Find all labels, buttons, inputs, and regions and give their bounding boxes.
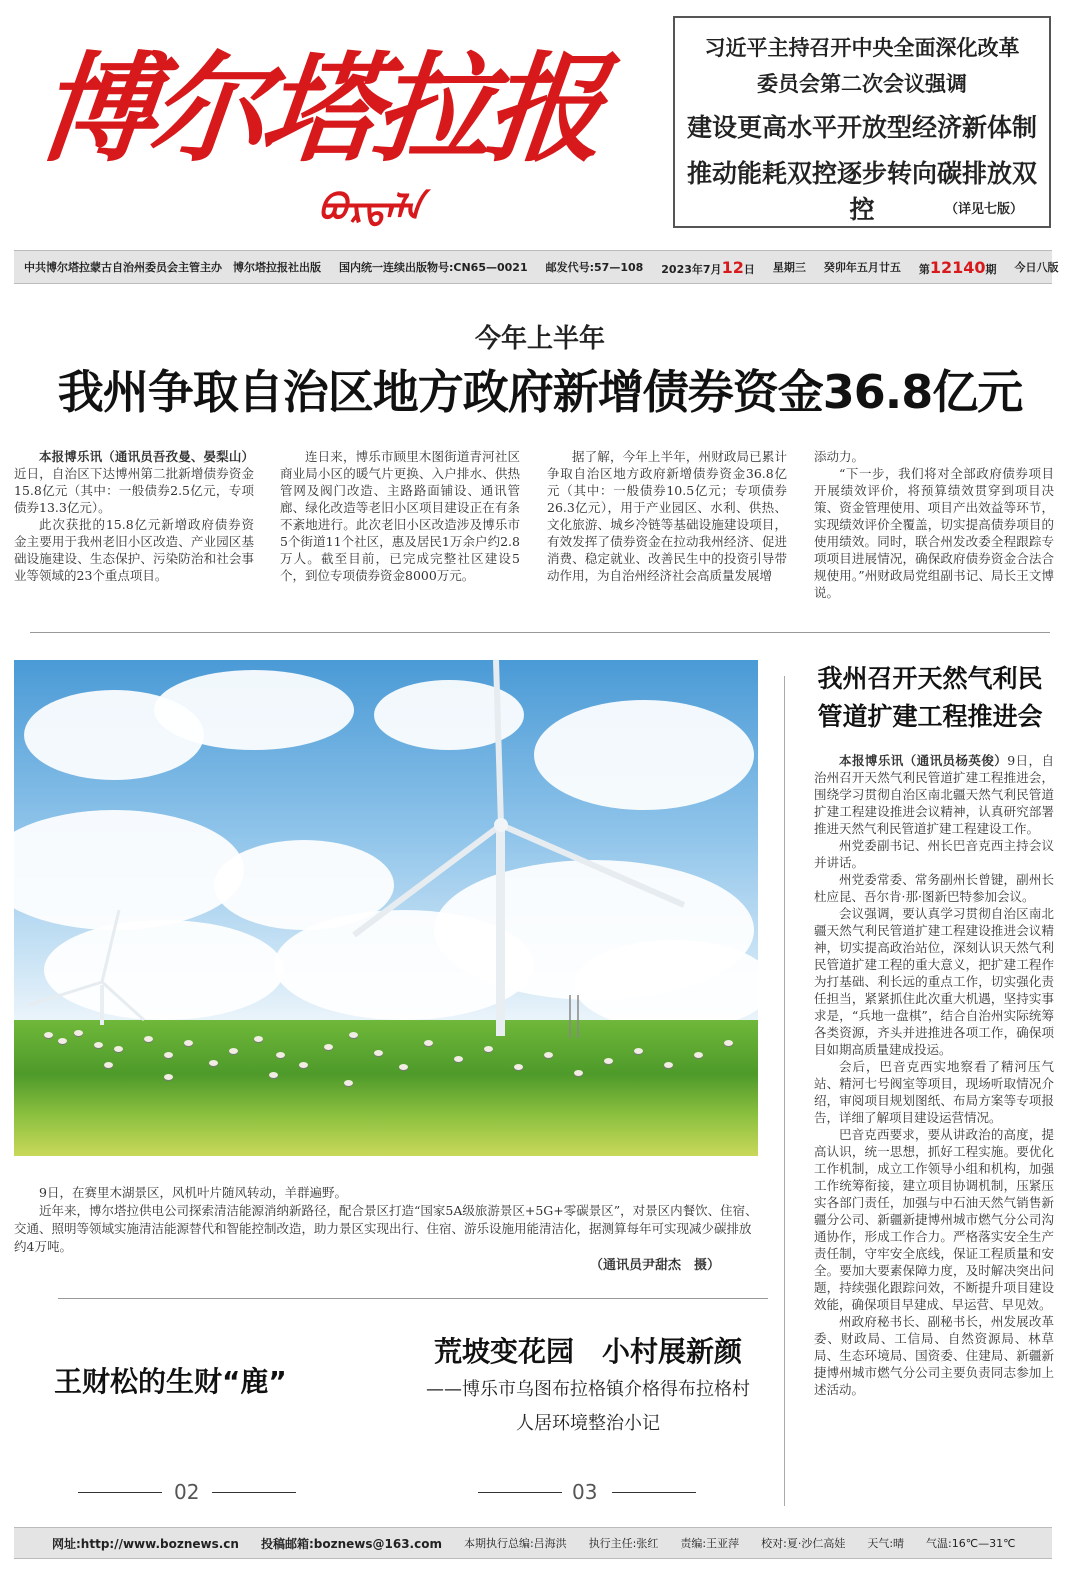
teaser-right[interactable]	[418, 1330, 758, 1438]
cn-number: 国内统一连续出版物号:CN65—0021	[339, 261, 528, 274]
lead-column-2: 连日来，博乐市顾里木图街道青河社区商业局小区的暖气片更换、入户排水、供热管网及阀门改造、主路路面铺设、通讯管廊、绿化改造等老旧小区项目建设正在有条不紊地进行。此次老旧小区改造涉及博乐市5个街道11个社区，惠及居民1万余户约2.8万人。截至目前，已完成完整社区建设5个，到位专项债券资金8000万元。	[280, 449, 520, 583]
section-divider	[30, 632, 1050, 633]
lunar-date: 癸卯年五月廿五	[823, 261, 901, 274]
wind-turbine-photo	[14, 660, 758, 1156]
weather: 天气:晴	[867, 1537, 905, 1550]
lead-byline: 本报博乐讯（通讯员吾孜曼、晏梨山）	[39, 449, 254, 464]
photo-caption: 9日，在赛里木湖景区，风机叶片随风转动，羊群遍野。 近年来，博尔塔拉供电公司探索清洁能源消纳新路径，配合景区打造“国家5A级旅游景区+5G+零碳景区”，对景区内餐饮、住宿、交通、照明等领域实施清洁能源替代和智能控制改造，助力景区实现出行、住宿、游乐设施用能清洁化，据测算每年可实现减少碳排放约4万吨。	[14, 1185, 758, 1254]
see-page-note: （详见七版）	[944, 202, 1023, 217]
teaser-left-page[interactable]: 02	[174, 1480, 200, 1504]
page-rule	[78, 1492, 162, 1493]
lead-column-3: 据了解，今年上半年，州财政局已累计争取自治区地方政府新增债券资金36.8亿元（其中：一般债券10.5亿元；专项债券26.3亿元），用于产业园区、水利、供热、文化旅游、城乡冷链等基础设施建设项目，有效发挥了债券资金在拉动我州经济、促进消费、稳定就业、改善民生中的投资引导带动作用，为自治州经济社会高质量发展增	[547, 449, 787, 583]
lead-column-4: 添动力。 “下一步，我们将对全部政府债券项目开展绩效评价，将预算绩效贯穿到项目决策、资金管理使用、项目产出效益等环节，实现绩效评价全覆盖，切实提高债券项目的使用绩效。同时，联合州发改委全程跟踪专项项目进展情况，确保政府债券资金合法合规使用。”州财政局党组副书记、局长王文博说。	[814, 449, 1054, 600]
page-rule	[612, 1492, 696, 1493]
mongolian-logo: ᠪᠣᠷᠲᠠᠯᠠ	[318, 187, 423, 229]
exec-director: 执行主任:张红	[588, 1537, 659, 1550]
top-headline-line1: 习近平主持召开中央全面深化改革	[704, 36, 1020, 60]
teaser-right-page[interactable]: 03	[572, 1480, 598, 1504]
footer-bar	[14, 1527, 1052, 1559]
weekday: 星期三	[772, 261, 806, 274]
side-headline[interactable]: 我州召开天然气利民 管道扩建工程推进会	[817, 664, 1043, 731]
lead-headline[interactable]: 我州争取自治区地方政府新增债券资金36.8亿元	[57, 365, 1023, 419]
email-link[interactable]: 投稿邮箱:boznews@163.com	[260, 1536, 442, 1551]
top-headline-line4: 推动能耗双控逐步转向碳排放双控	[686, 159, 1037, 224]
side-byline: 本报博乐讯（通讯员杨英俊）	[839, 753, 1008, 768]
top-headline-line2: 委员会第二次会议强调	[757, 72, 967, 96]
teaser-right-sub1: ——博乐市乌图布拉格镇介格得布拉格村	[426, 1379, 750, 1400]
postal-code: 邮发代号:57—108	[545, 261, 644, 274]
newspaper-logo: 博尔塔拉报	[31, 39, 606, 178]
top-headline-box[interactable]	[673, 16, 1051, 228]
teaser-left-title[interactable]: 王财松的生财“鹿”	[54, 1365, 287, 1398]
chief-editor: 本期执行总编:吕海洪	[463, 1537, 567, 1550]
column-divider	[784, 676, 785, 1506]
publication-info-bar	[14, 250, 1059, 284]
duty-editor: 责编:王亚萍	[680, 1537, 740, 1550]
page-rule	[212, 1492, 296, 1493]
page-rule	[478, 1492, 562, 1493]
page-count: 今日八版	[1014, 261, 1059, 274]
teaser-divider	[58, 1298, 768, 1299]
lead-column-1: 本报博乐讯（通讯员吾孜曼、晏梨山）近日，自治区下达博州第二批新增债券资金15.8亿元（其中：一般债券2.5亿元，专项债券13.3亿元）。 此次获批的15.8亿元新增政府债券资金主要用于我州老旧小区改造、产业园区基础设施建设、生态保护、污染防治和社会事业等领域的23个重点项目。	[14, 449, 254, 583]
issue-number: 第12140期	[918, 257, 997, 277]
proofreader: 校对:夏·沙仁高娃	[761, 1537, 846, 1550]
top-headline-line3: 建设更高水平开放型经济新体制	[686, 113, 1037, 142]
teaser-right-title: 荒坡变花园 小村展新颜	[433, 1335, 742, 1368]
issue-date: 2023年7月12日	[661, 257, 755, 277]
turbines	[14, 660, 758, 1156]
lead-kicker: 今年上半年	[474, 324, 605, 354]
temperature: 气温:16℃—31℃	[926, 1537, 1016, 1550]
teaser-right-sub2: 人居环境整治小记	[516, 1413, 660, 1434]
sponsor-text: 中共博尔塔拉蒙古自治州委员会主管主办 博尔塔拉报社出版	[24, 261, 321, 274]
side-article-body: 本报博乐讯（通讯员杨英俊）9日，自治州召开天然气利民管道扩建工程推进会，围绕学习贯彻自治区南北疆天然气利民管道扩建工程建设推进会议精神，认真研究部署推进天然气利民管道扩建工程建设工作。 州党委副书记、州长巴音克西主持会议并讲话。 州党委常委、常务副州长曾键，副州长杜应昆、吾尔肯·那·图新巴特参加会议。 会议强调，要认真学习贯彻自治区南北疆天然气利民管道扩建工程建设推进会议精神，切实提高政治站位，深刻认识天然气利民管道扩建工程的重大意义，把扩建工程作为打基础、利长远的重点工作，切实强化责任担当，紧紧抓住此次重大机遇，坚持实事求是，“兵地一盘棋”，结合自治州实际统筹各类资源，齐头并进推进各项工作，确保项目如期高质量建成投运。 会后，巴音克西实地察看了精河压气站、精河七号阀室等项目，现场听取情况介绍，审阅项目规划图纸、布局方案等专项报告，详细了解项目建设运营情况。 巴音克西要求，要从讲政治的高度，提高认识，统一思想，抓好工程实施。要优化工作机制，成立工作领导小组和机构，加强工作统筹衔接，建立项目协调机制，压紧压实各部门责任，加强与中石油天然气销售新疆分公司、新疆新捷博州城市燃气分公司沟通协作，形成工作合力。严格落实安全生产责任制，守牢安全底线，保证工程质量和安全。要加大要素保障力度，及时解决突出问题，持续强化跟踪问效，不断提升项目建设效能，确保项目早建成、早运营、早见效。 州政府秘书长、副秘书长，州发展改革委、财政局、工信局、自然资源局、林草局、生态环境局、国资委、住建局、新疆新捷博州城市燃气分公司主要负责同志参加上述活动。	[814, 753, 1054, 1397]
website-link[interactable]: 网址:http://www.boznews.cn	[52, 1536, 239, 1551]
photo-credit: （通讯员尹甜杰 摄）	[590, 1258, 721, 1273]
